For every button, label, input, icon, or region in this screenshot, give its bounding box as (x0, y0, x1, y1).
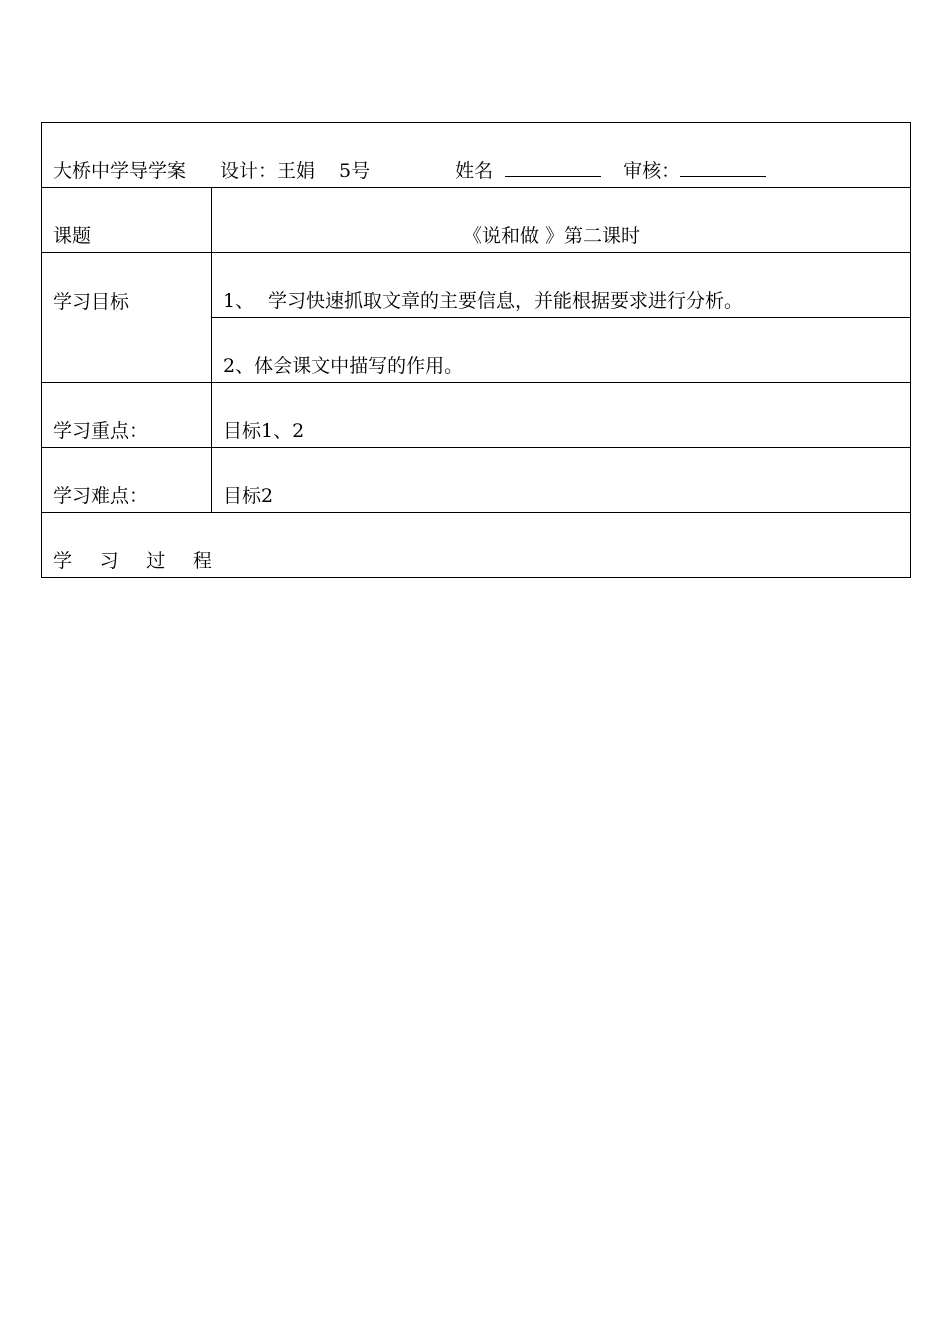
name-blank[interactable] (505, 158, 601, 177)
header-row (42, 123, 911, 188)
number-label: 5号 (339, 160, 371, 182)
header-cell (42, 123, 911, 188)
review-blank[interactable] (680, 158, 766, 177)
name-label: 姓名 (455, 160, 494, 182)
lesson-plan-table (41, 122, 911, 578)
goal-2: 2、体会课文中描写的作用。 (212, 318, 911, 383)
difficulty-label: 学习难点： (42, 448, 212, 513)
key-value: 目标1、2 (212, 383, 911, 448)
difficulty-row (42, 448, 911, 513)
topic-label: 课题 (42, 188, 212, 253)
process-label: 学 习 过 程 (42, 513, 911, 578)
goal-1 (212, 253, 911, 318)
key-label: 学习重点： (42, 383, 212, 448)
goal-label: 学习目标 (42, 253, 212, 383)
goal-1-number: 1、 (223, 290, 255, 312)
goal-row-1 (42, 253, 911, 318)
topic-value: 《说和做 》第二课时 (212, 188, 911, 253)
designer-label: 设计：王娟 (220, 160, 316, 182)
goal-1-text: 学习快速抓取文章的主要信息，并能根据要求进行分析。 (268, 290, 744, 312)
process-row (42, 513, 911, 578)
key-row (42, 383, 911, 448)
topic-row (42, 188, 911, 253)
school-title: 大桥中学导学案 (53, 160, 187, 182)
difficulty-value: 目标2 (212, 448, 911, 513)
review-label: 审核： (623, 160, 681, 182)
